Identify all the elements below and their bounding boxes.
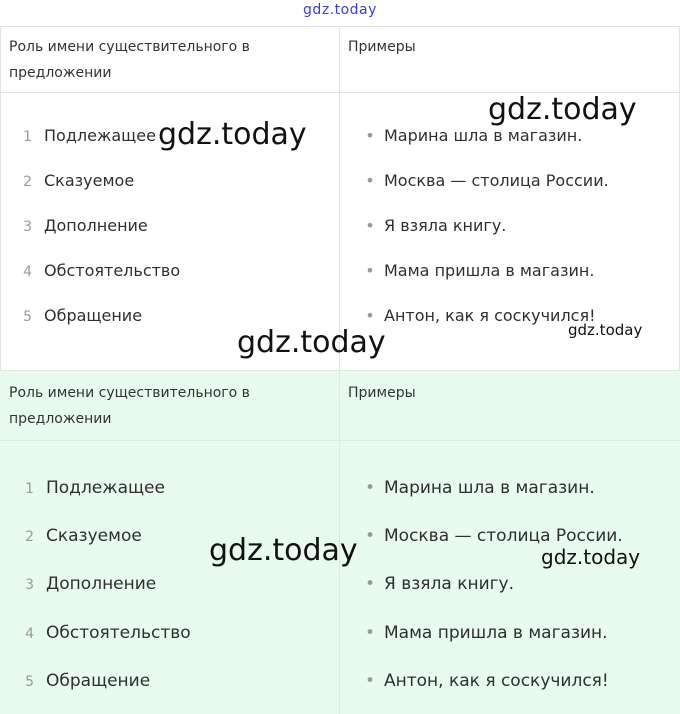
table-1-role-row [18, 126, 156, 145]
bullet-icon: • [365, 306, 375, 325]
table-1-top-border [0, 26, 680, 27]
role-label: Подлежащее [44, 126, 156, 145]
row-number: 4 [23, 264, 32, 280]
table-2-role-row [20, 671, 150, 691]
table-1-example-row [364, 126, 582, 145]
bullet-icon: • [364, 623, 376, 643]
table-1-role-row [18, 216, 148, 235]
table-2-header-examples: Примеры [348, 385, 416, 401]
row-number: 3 [23, 219, 32, 235]
table-2-example-row [364, 526, 623, 546]
row-number: 4 [25, 626, 34, 642]
site-label[interactable]: gdz.today [303, 2, 377, 18]
example-text: Мама пришла в магазин. [384, 261, 595, 280]
watermark: gdz.today [541, 545, 641, 569]
bullet-icon: • [365, 126, 375, 145]
watermark: gdz.today [488, 92, 637, 127]
role-label: Обстоятельство [44, 261, 181, 280]
row-number: 5 [25, 674, 34, 690]
row-number: 5 [23, 309, 32, 325]
example-text: Москва — столица России. [384, 171, 609, 190]
watermark: gdz.today [568, 321, 643, 339]
table-2-top-border [0, 370, 680, 371]
table-2-role-row [20, 526, 142, 546]
bullet-icon: • [364, 526, 376, 546]
example-text: Москва — столица России. [384, 526, 623, 546]
bullet-icon: • [365, 261, 375, 280]
example-text: Марина шла в магазин. [384, 126, 583, 145]
table-2-role-row [20, 574, 156, 594]
row-number: 1 [25, 481, 34, 497]
role-label: Обстоятельство [46, 623, 191, 643]
table-2-example-row [364, 478, 595, 498]
table-1-example-row [364, 261, 594, 280]
table-2-role-row [20, 623, 191, 643]
table-2-header-role: Роль имени существительного в предложении [9, 385, 250, 427]
example-text: Я взяла книгу. [384, 216, 507, 235]
role-label: Дополнение [46, 574, 157, 594]
table-2-example-row [364, 574, 514, 594]
example-text: Антон, как я соскучился! [384, 671, 609, 691]
table-1-column-divider [339, 26, 340, 370]
role-label: Дополнение [44, 216, 148, 235]
table-1-example-row [364, 171, 609, 190]
table-1-example-row [364, 216, 506, 235]
row-number: 2 [23, 174, 32, 190]
bullet-icon: • [364, 574, 376, 594]
watermark: gdz.today [158, 117, 307, 152]
row-number: 1 [23, 129, 32, 145]
bullet-icon: • [365, 171, 375, 190]
table-2-example-row [364, 623, 608, 643]
table-2-header-divider [0, 440, 680, 441]
example-text: Антон, как я соскучился! [384, 306, 596, 325]
bullet-icon: • [365, 216, 375, 235]
role-label: Обращение [46, 671, 151, 691]
row-number: 3 [25, 577, 34, 593]
bullet-icon: • [364, 671, 376, 691]
example-text: Мама пришла в магазин. [384, 623, 608, 643]
table-2-example-row [364, 671, 609, 691]
role-label: Подлежащее [46, 478, 165, 498]
example-text: Я взяла книгу. [384, 574, 515, 594]
table-1-header-role: Роль имени существительного в предложении [9, 39, 250, 81]
role-label: Сказуемое [44, 171, 135, 190]
table-1-role-row [18, 306, 142, 325]
table-2-role-row [20, 478, 165, 498]
table-1-header-examples: Примеры [348, 39, 416, 55]
table-1-left-border [0, 26, 1, 370]
bullet-icon: • [364, 478, 376, 498]
role-label: Сказуемое [46, 526, 142, 546]
role-label: Обращение [44, 306, 143, 325]
table-1-role-row [18, 171, 134, 190]
table-1-role-row [18, 261, 180, 280]
watermark: gdz.today [209, 533, 358, 568]
row-number: 2 [25, 529, 34, 545]
watermark: gdz.today [237, 325, 386, 360]
table-1-example-row [364, 306, 596, 325]
example-text: Марина шла в магазин. [384, 478, 595, 498]
